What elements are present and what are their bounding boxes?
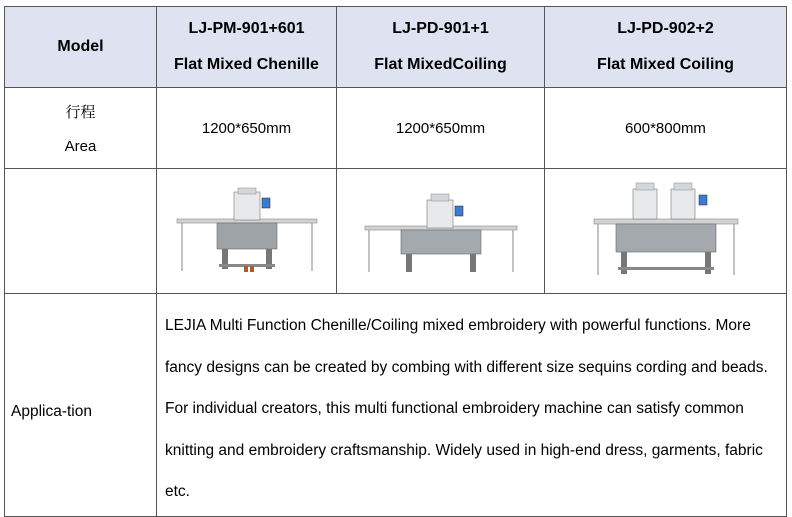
model-col-1 — [157, 7, 337, 88]
model-type: Flat Mixed Chenille — [174, 56, 319, 73]
model-col-3 — [545, 7, 787, 88]
image-row — [5, 169, 787, 294]
model-code: LJ-PD-901+1 — [392, 20, 489, 37]
area-label — [5, 88, 157, 169]
area-label-en: Area — [64, 138, 97, 155]
application-label: Applica-tion — [5, 294, 157, 517]
model-label: Model — [5, 7, 157, 88]
model-code: LJ-PD-902+2 — [617, 20, 714, 37]
area-value: 1200*650mm — [157, 88, 337, 169]
area-label-zh: 行程 — [65, 103, 96, 121]
application-row — [5, 294, 787, 517]
area-value: 1200*650mm — [337, 88, 545, 169]
model-code: LJ-PM-901+601 — [188, 20, 305, 37]
embroidery-machine-single-head-icon — [172, 186, 322, 276]
model-type: Flat MixedCoiling — [374, 56, 507, 73]
application-description: LEJIA Multi Function Chenille/Coiling mixed embroidery with powerful functions. More fancy designs can be created by combing with different size sequins cording and beads. For individual creators, this multi functional embroidery machine can satisfy common knitting and embroidery craftsmanship. Widely used in high-end dress, garments, fabric etc. — [157, 294, 787, 517]
machine-image-cell — [545, 169, 787, 294]
machine-image-cell — [337, 169, 545, 294]
model-type: Flat Mixed Coiling — [597, 56, 734, 73]
header-row — [5, 7, 787, 88]
model-col-2 — [337, 7, 545, 88]
embroidery-machine-single-head-icon — [361, 186, 521, 276]
embroidery-machine-double-head-icon — [591, 181, 741, 281]
area-value: 600*800mm — [545, 88, 787, 169]
area-row — [5, 88, 787, 169]
image-label-empty — [5, 169, 157, 294]
machine-image-cell — [157, 169, 337, 294]
spec-table — [4, 6, 787, 517]
